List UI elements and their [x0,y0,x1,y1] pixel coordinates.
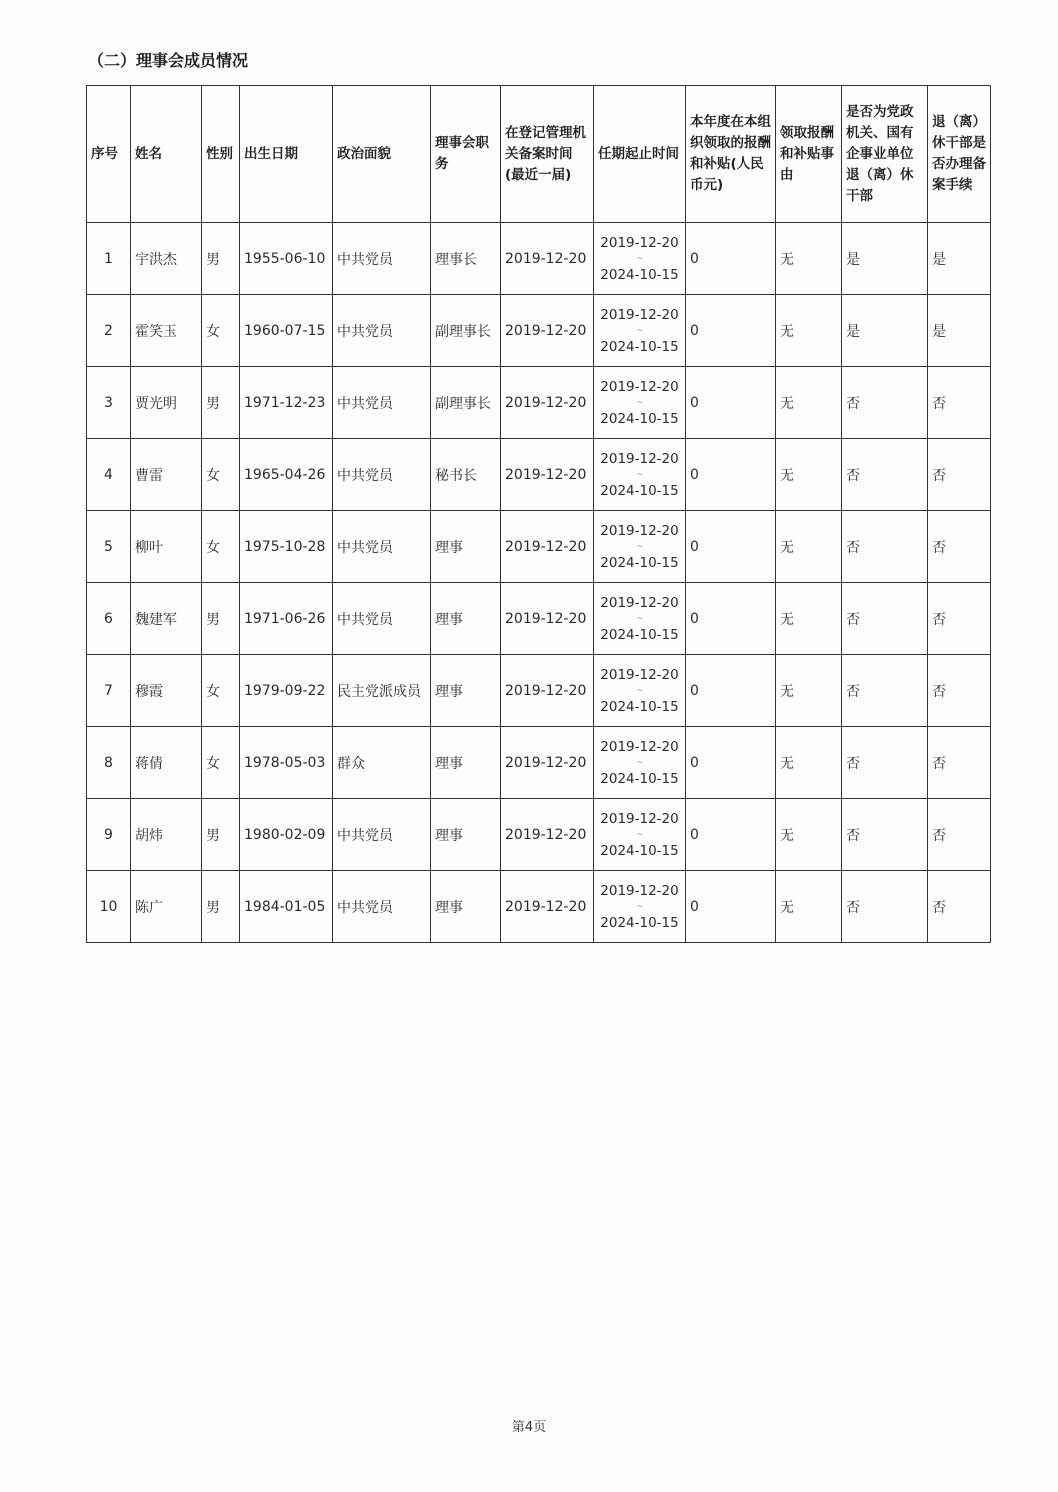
birth-date-cell: 1978-05-03 [240,727,333,799]
compensation-cell: 0 [686,223,776,295]
term-cell [594,655,686,727]
term-end: 2024-10-15 [600,914,679,931]
table-row [87,439,991,511]
term-start: 2019-12-20 [600,522,679,539]
political-status-cell: 民主党派成员 [333,655,431,727]
term-start: 2019-12-20 [600,810,679,827]
header-cell: 领取报酬和补贴事由 [776,86,842,223]
compensation-cell: 0 [686,511,776,583]
term-cell [594,583,686,655]
term-start: 2019-12-20 [600,882,679,899]
name-cell: 胡炜 [131,799,202,871]
political-status-cell: 中共党员 [333,511,431,583]
row-number-cell: 6 [87,583,131,655]
term-start: 2019-12-20 [600,738,679,755]
political-status-cell: 中共党员 [333,295,431,367]
board-role-cell: 理事长 [431,223,501,295]
term-sep: ~ [635,613,644,624]
birth-date-cell: 1984-01-05 [240,871,333,943]
retired-filing-cell: 否 [928,439,991,511]
retired-cadre-cell: 否 [842,367,928,439]
filing-date-cell: 2019-12-20 [501,511,594,583]
board-role-cell: 秘书长 [431,439,501,511]
term-cell [594,871,686,943]
table-row [87,367,991,439]
term-start: 2019-12-20 [600,234,679,251]
term-sep: ~ [635,469,644,480]
gender-cell: 男 [202,799,240,871]
row-number-cell: 4 [87,439,131,511]
board-role-cell: 理事 [431,799,501,871]
row-number-cell: 5 [87,511,131,583]
retired-filing-cell: 否 [928,799,991,871]
birth-date-cell: 1971-06-26 [240,583,333,655]
compensation-reason-cell: 无 [776,655,842,727]
row-number-cell: 1 [87,223,131,295]
table-row [87,655,991,727]
term-sep: ~ [635,397,644,408]
birth-date-cell: 1975-10-28 [240,511,333,583]
term-start: 2019-12-20 [600,666,679,683]
table-row [87,871,991,943]
name-cell: 陈广 [131,871,202,943]
retired-cadre-cell: 否 [842,511,928,583]
compensation-reason-cell: 无 [776,871,842,943]
term-end: 2024-10-15 [600,266,679,283]
gender-cell: 女 [202,439,240,511]
retired-filing-cell: 否 [928,871,991,943]
birth-date-cell: 1979-09-22 [240,655,333,727]
term-cell [594,799,686,871]
board-role-cell: 理事 [431,655,501,727]
row-number-cell: 2 [87,295,131,367]
term-end: 2024-10-15 [600,626,679,643]
board-role-cell: 理事 [431,727,501,799]
name-cell: 曹雷 [131,439,202,511]
table-header-row [87,86,991,223]
term-cell [594,727,686,799]
filing-date-cell: 2019-12-20 [501,727,594,799]
retired-filing-cell: 否 [928,583,991,655]
name-cell: 魏建军 [131,583,202,655]
term-start: 2019-12-20 [600,378,679,395]
header-cell: 任期起止时间 [594,86,686,223]
filing-date-cell: 2019-12-20 [501,583,594,655]
birth-date-cell: 1980-02-09 [240,799,333,871]
table-row [87,223,991,295]
board-members-table [86,85,991,943]
gender-cell: 男 [202,871,240,943]
term-start: 2019-12-20 [600,306,679,323]
gender-cell: 女 [202,511,240,583]
header-cell: 在登记管理机关备案时间(最近一届) [501,86,594,223]
name-cell: 蒋倩 [131,727,202,799]
term-cell [594,367,686,439]
table-row [87,295,991,367]
section-title: （二）理事会成员情况 [88,51,249,70]
birth-date-cell: 1955-06-10 [240,223,333,295]
compensation-reason-cell: 无 [776,583,842,655]
board-role-cell: 理事 [431,871,501,943]
political-status-cell: 中共党员 [333,871,431,943]
name-cell: 柳叶 [131,511,202,583]
board-role-cell: 副理事长 [431,295,501,367]
compensation-cell: 0 [686,655,776,727]
compensation-reason-cell: 无 [776,511,842,583]
gender-cell: 女 [202,655,240,727]
board-role-cell: 理事 [431,511,501,583]
political-status-cell: 群众 [333,727,431,799]
term-start: 2019-12-20 [600,450,679,467]
filing-date-cell: 2019-12-20 [501,439,594,511]
retired-cadre-cell: 否 [842,583,928,655]
retired-filing-cell: 否 [928,511,991,583]
retired-cadre-cell: 是 [842,223,928,295]
header-cell: 姓名 [131,86,202,223]
retired-cadre-cell: 否 [842,655,928,727]
table-row [87,727,991,799]
term-end: 2024-10-15 [600,482,679,499]
table-row [87,511,991,583]
term-sep: ~ [635,541,644,552]
term-end: 2024-10-15 [600,338,679,355]
header-cell: 是否为党政机关、国有企事业单位退（离）休干部 [842,86,928,223]
retired-filing-cell: 否 [928,655,991,727]
retired-cadre-cell: 否 [842,871,928,943]
retired-filing-cell: 是 [928,223,991,295]
compensation-cell: 0 [686,727,776,799]
term-cell [594,439,686,511]
gender-cell: 女 [202,295,240,367]
retired-cadre-cell: 否 [842,439,928,511]
political-status-cell: 中共党员 [333,223,431,295]
header-cell: 退（离）休干部是否办理备案手续 [928,86,991,223]
row-number-cell: 9 [87,799,131,871]
header-cell: 出生日期 [240,86,333,223]
filing-date-cell: 2019-12-20 [501,871,594,943]
name-cell: 贾光明 [131,367,202,439]
retired-filing-cell: 是 [928,295,991,367]
header-cell: 政治面貌 [333,86,431,223]
birth-date-cell: 1971-12-23 [240,367,333,439]
term-sep: ~ [635,829,644,840]
row-number-cell: 8 [87,727,131,799]
term-sep: ~ [635,757,644,768]
filing-date-cell: 2019-12-20 [501,655,594,727]
filing-date-cell: 2019-12-20 [501,295,594,367]
term-sep: ~ [635,325,644,336]
term-sep: ~ [635,901,644,912]
table-row [87,799,991,871]
term-end: 2024-10-15 [600,698,679,715]
term-end: 2024-10-15 [600,410,679,427]
gender-cell: 男 [202,223,240,295]
compensation-reason-cell: 无 [776,799,842,871]
header-cell: 序号 [87,86,131,223]
compensation-cell: 0 [686,799,776,871]
header-cell: 性别 [202,86,240,223]
compensation-reason-cell: 无 [776,439,842,511]
term-end: 2024-10-15 [600,554,679,571]
compensation-cell: 0 [686,367,776,439]
term-sep: ~ [635,685,644,696]
term-cell [594,295,686,367]
gender-cell: 男 [202,583,240,655]
header-cell: 理事会职务 [431,86,501,223]
compensation-cell: 0 [686,295,776,367]
compensation-reason-cell: 无 [776,367,842,439]
retired-filing-cell: 否 [928,727,991,799]
term-cell [594,511,686,583]
birth-date-cell: 1965-04-26 [240,439,333,511]
table-row [87,583,991,655]
header-cell: 本年度在本组织领取的报酬和补贴(人民币元) [686,86,776,223]
compensation-reason-cell: 无 [776,295,842,367]
birth-date-cell: 1960-07-15 [240,295,333,367]
row-number-cell: 10 [87,871,131,943]
page-number: 第4页 [511,1420,547,1435]
term-cell [594,223,686,295]
compensation-reason-cell: 无 [776,727,842,799]
political-status-cell: 中共党员 [333,367,431,439]
filing-date-cell: 2019-12-20 [501,799,594,871]
political-status-cell: 中共党员 [333,583,431,655]
gender-cell: 男 [202,367,240,439]
board-role-cell: 副理事长 [431,367,501,439]
term-end: 2024-10-15 [600,770,679,787]
compensation-cell: 0 [686,583,776,655]
board-role-cell: 理事 [431,583,501,655]
retired-filing-cell: 否 [928,367,991,439]
row-number-cell: 7 [87,655,131,727]
political-status-cell: 中共党员 [333,799,431,871]
name-cell: 穆霞 [131,655,202,727]
compensation-cell: 0 [686,871,776,943]
name-cell: 霍笑玉 [131,295,202,367]
compensation-cell: 0 [686,439,776,511]
name-cell: 宇洪杰 [131,223,202,295]
gender-cell: 女 [202,727,240,799]
term-start: 2019-12-20 [600,594,679,611]
compensation-reason-cell: 无 [776,223,842,295]
political-status-cell: 中共党员 [333,439,431,511]
term-sep: ~ [635,253,644,264]
retired-cadre-cell: 是 [842,295,928,367]
filing-date-cell: 2019-12-20 [501,223,594,295]
row-number-cell: 3 [87,367,131,439]
term-end: 2024-10-15 [600,842,679,859]
retired-cadre-cell: 否 [842,727,928,799]
retired-cadre-cell: 否 [842,799,928,871]
filing-date-cell: 2019-12-20 [501,367,594,439]
